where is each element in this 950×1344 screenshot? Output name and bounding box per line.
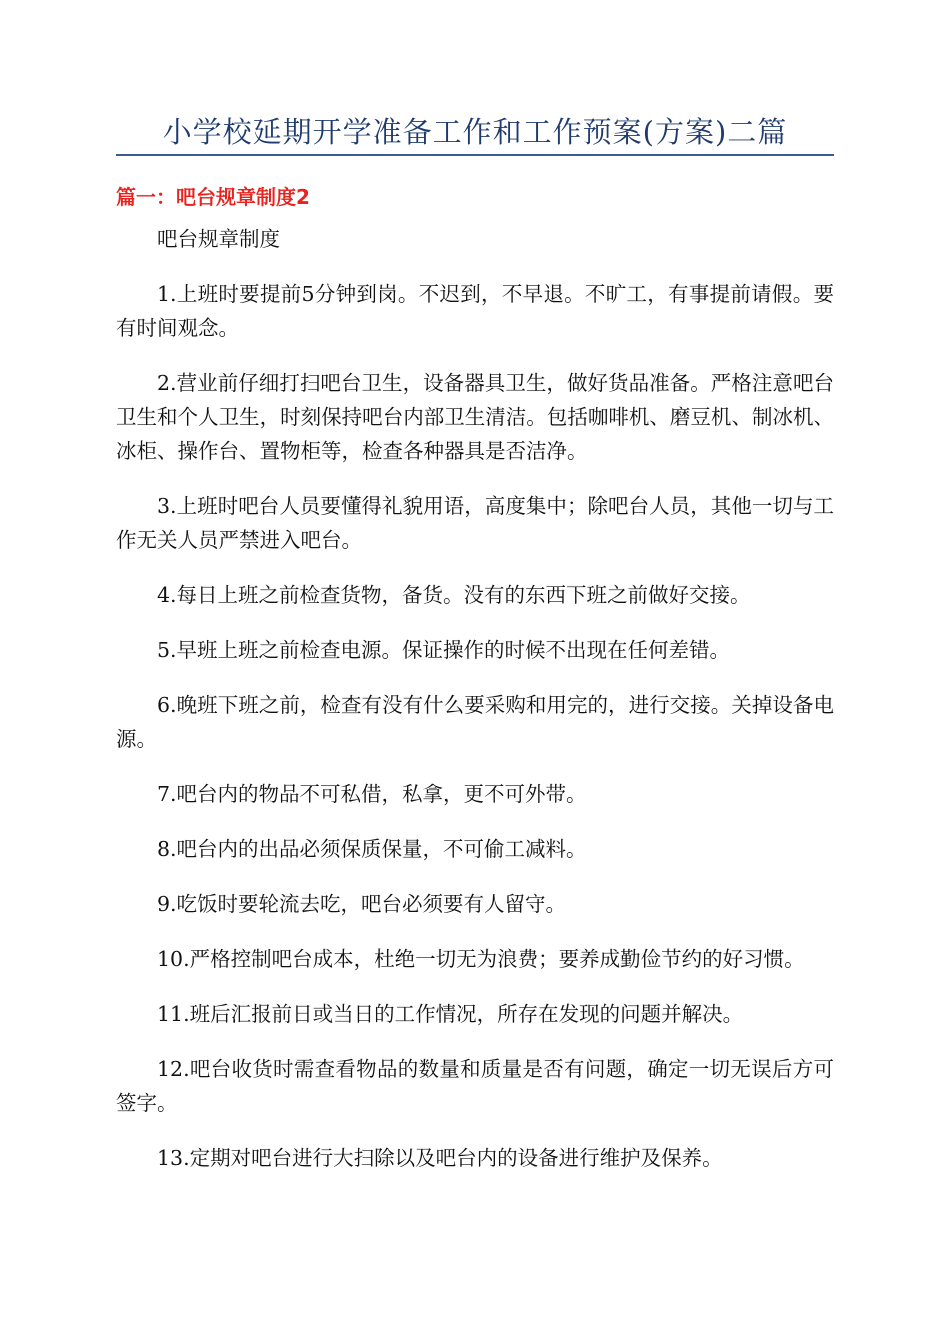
paragraph-rule-2: 2.营业前仔细打扫吧台卫生，设备器具卫生，做好货品准备。严格注意吧台卫生和个人卫生，时刻保持吧台内部卫生清洁。包括咖啡机、磨豆机、制冰机、冰柜、操作台、置物柜等，检查各种器具是否洁净。 <box>116 371 834 463</box>
paragraph-rule-8: 8.吧台内的出品必须保质保量，不可偷工减料。 <box>157 837 587 861</box>
paragraph-rule-9: 9.吃饭时要轮流去吃，吧台必须要有人留守。 <box>157 892 567 916</box>
paragraph-rule-7: 7.吧台内的物品不可私借，私拿，更不可外带。 <box>157 782 587 806</box>
paragraph-rule-13: 13.定期对吧台进行大扫除以及吧台内的设备进行维护及保养。 <box>157 1146 723 1170</box>
paragraph-rule-6: 6.晚班下班之前，检查有没有什么要采购和用完的，进行交接。关掉设备电源。 <box>116 693 834 751</box>
section-heading: 篇一：吧台规章制度2 <box>116 185 310 209</box>
document-title: 小学校延期开学准备工作和工作预案(方案)二篇 <box>162 115 788 149</box>
paragraph-rule-5: 5.早班上班之前检查电源。保证操作的时候不出现在任何差错。 <box>157 638 731 662</box>
paragraph-rule-4: 4.每日上班之前检查货物，备货。没有的东西下班之前做好交接。 <box>157 583 751 607</box>
paragraph-rule-12: 12.吧台收货时需查看物品的数量和质量是否有问题，确定一切无误后方可签字。 <box>116 1057 834 1115</box>
paragraph-subtitle: 吧台规章制度 <box>157 227 280 251</box>
title-underline <box>116 154 834 156</box>
paragraph-rule-11: 11.班后汇报前日或当日的工作情况，所存在发现的问题并解决。 <box>157 1002 744 1026</box>
document-body <box>116 222 834 1196</box>
paragraph-rule-3: 3.上班时吧台人员要懂得礼貌用语，高度集中；除吧台人员，其他一切与工作无关人员严禁进入吧台。 <box>116 494 834 552</box>
paragraph-rule-1: 1.上班时要提前5分钟到岗。不迟到，不早退。不旷工，有事提前请假。要有时间观念。 <box>116 282 834 340</box>
paragraph-rule-10: 10.严格控制吧台成本，杜绝一切无为浪费；要养成勤俭节约的好习惯。 <box>157 947 805 971</box>
